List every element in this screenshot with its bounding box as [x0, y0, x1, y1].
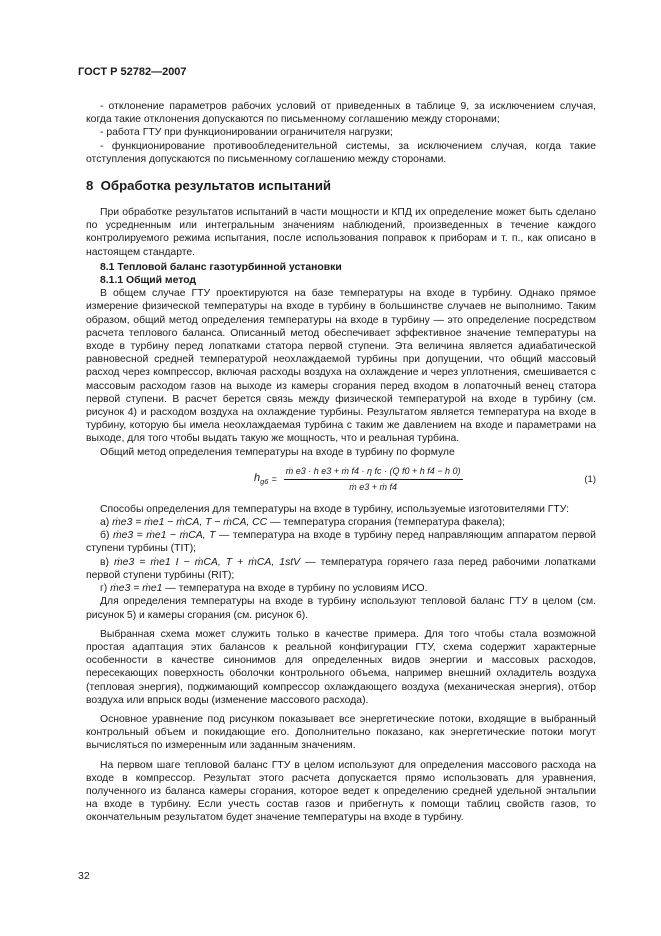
subsection-heading: 8.1 Тепловой баланс газотурбинной установки	[100, 261, 342, 273]
section-heading	[86, 178, 596, 194]
paragraph-scheme: Выбранная схема может служить только в качестве примера. Для того чтобы стала возможной простая адаптация этих балансов к реальной конфигурации ГТУ, схема содержит характерные особенности в качестве синонимов для определенных видов энергии и массовых расходов, пересекающих поверхность оболочки контрольного объема, например внешний охладитель воздуха (тепловая энергия), поджимающий компрессор охлаждающего воздуха (механическая энергия), отбор воздуха или впрыск воды (изменение массового расхода).	[86, 628, 596, 706]
paragraph-heat-balance: Для определения температуры на входе в турбину используют тепловой баланс ГТУ в целом (см. рисунок 5) и камеры сгорания (см. рисунок 6).	[86, 596, 596, 621]
formula-number: (1)	[584, 474, 596, 486]
formula-numerator: ṁ e3 · h e3 + ṁ f4 · η fc · (Q f0 + h f4 − h 0)	[284, 465, 463, 480]
method-formula: ṁe3 = ṁe1 − ṁCA, T − ṁCA, CC	[112, 517, 268, 529]
formula-denominator: ṁ e3 + ṁ f4	[349, 482, 398, 493]
paragraph-general-method: В общем случае ГТУ проектируются на базе температуры на входе в турбину. Однако прямое измерение физической температуры на входе в турбину в большинстве случаев не выполнимо. Таким образом, общий метод определения температуры на входе в турбину — это определение посредством расчета теплового баланса. Описанный метод обеспечивает эффективное значение температуры на входе в турбину перед лопатками статора первой ступени. Эта величина является адиабатической равновесной средней температурой неохлаждаемой турбины при допущении, что общий массовый расход через компрессор, включая расходы воздуха на охлаждение и через уплотнения, смешивается с массовым расходом газов на выходе из камеры сгорания перед входом в лопаточный венец статора первой ступени. В расчет берется связь между физической температурой на входе в турбину (см. рисунок 4) и расходом воздуха на охлаждение турбины. Результатом является температура на входе в турбину, которую бы имела неохлаждаемая турбина с таким же давлением на входе и параметрами на выходе, для того чтобы выдать такую же мощность, что и реальная турбина.	[86, 288, 596, 445]
paragraph-main-equation: Основное уравнение под рисунком показывает все энергетические потоки, входящие в выбранный контрольный объем и покидающие его. Дополнительно показано, как энергетические потоки могут вычисляться по измеренным или заданным значениям.	[86, 713, 596, 752]
bullet-item: - отклонение параметров рабочих условий от приведенных в таблице 9, за исключением случая, когда такие отклонения допускаются по письменному соглашению между сторонами;	[86, 101, 596, 126]
method-formula: ṁe3 = ṁe1 − ṁCA, T	[112, 530, 216, 542]
method-formula: ṁe3 = ṁe1 I − ṁCA, T + ṁCA, 1stV	[114, 556, 301, 568]
method-item: в) ṁe3 = ṁe1 I − ṁCA, T + ṁCA, 1stV — температура горячего газа перед рабочими лопатками первой ступени турбины (RIT);	[86, 556, 596, 581]
paragraph-methods-intro: Способы определения для температуры на входе в турбину, используемые изготовителями ГТУ:	[100, 503, 569, 515]
document-header: ГОСТ Р 52782—2007	[78, 66, 187, 78]
method-formula: ṁe3 = ṁe1	[110, 583, 163, 595]
bullet-item: - функционирование противообледенительной системы, за исключением случая, когда такие отступления допускаются по письменному соглашению между сторонами.	[86, 140, 596, 165]
method-item: а) ṁe3 = ṁe1 − ṁCA, T − ṁCA, CC — температура сгорания (температура факела);	[100, 517, 505, 529]
section-title: Обработка результатов испытаний	[100, 178, 332, 194]
formula-lhs: $h_{g6}$	[254, 471, 269, 486]
section-number: 8	[86, 178, 94, 194]
formula-fraction	[284, 465, 463, 494]
subsubsection-heading: 8.1.1 Общий метод	[100, 275, 197, 287]
page-content	[86, 100, 596, 825]
method-item: б) ṁe3 = ṁe1 − ṁCA, T — температура на входе в турбину перед направляющим аппаратом первой ступени турбины (TIT);	[86, 530, 596, 555]
method-item: г) ṁe3 = ṁe1 — температура на входе в турбину по условиям ИСО.	[100, 583, 428, 595]
intro-paragraph: При обработке результатов испытаний в части мощности и КПД их определение может быть сделано по усредненным или интегральным значениям наблюдений, произведенных в течение каждого контролируемого режима испытания, после использования поправок к приборам и т. п., как описано в настоящем стандарте.	[86, 207, 596, 258]
formula-1	[86, 467, 596, 493]
page-number: 32	[78, 870, 90, 882]
paragraph-first-step: На первом шаге тепловой баланс ГТУ в целом используют для определения массового расхода на входе в компрессор. Результат этого расчета допускается прямо использовать для уравнения, полученного из баланса камеры сгорания, которое ведет к определению средней удельной энтальпии на входе в турбину. Если учесть состав газов и прибегнуть к помощи таблиц свойств газов, то окончательным результатом будет значение температуры на входе в турбину.	[86, 759, 596, 824]
paragraph-formula-intro: Общий метод определения температуры на входе в турбину по формуле	[100, 446, 455, 458]
formula-expression: $h_{g6}$ = $\frac{\text{ṁ e3 · h e3 + ṁ f4 · η fc · (Q f0 + h f4 − h 0)}}{\text{ṁ e3 + ṁ f4}}$	[254, 465, 463, 494]
bullet-item: - работа ГТУ при функционировании ограничителя нагрузки;	[100, 127, 393, 139]
